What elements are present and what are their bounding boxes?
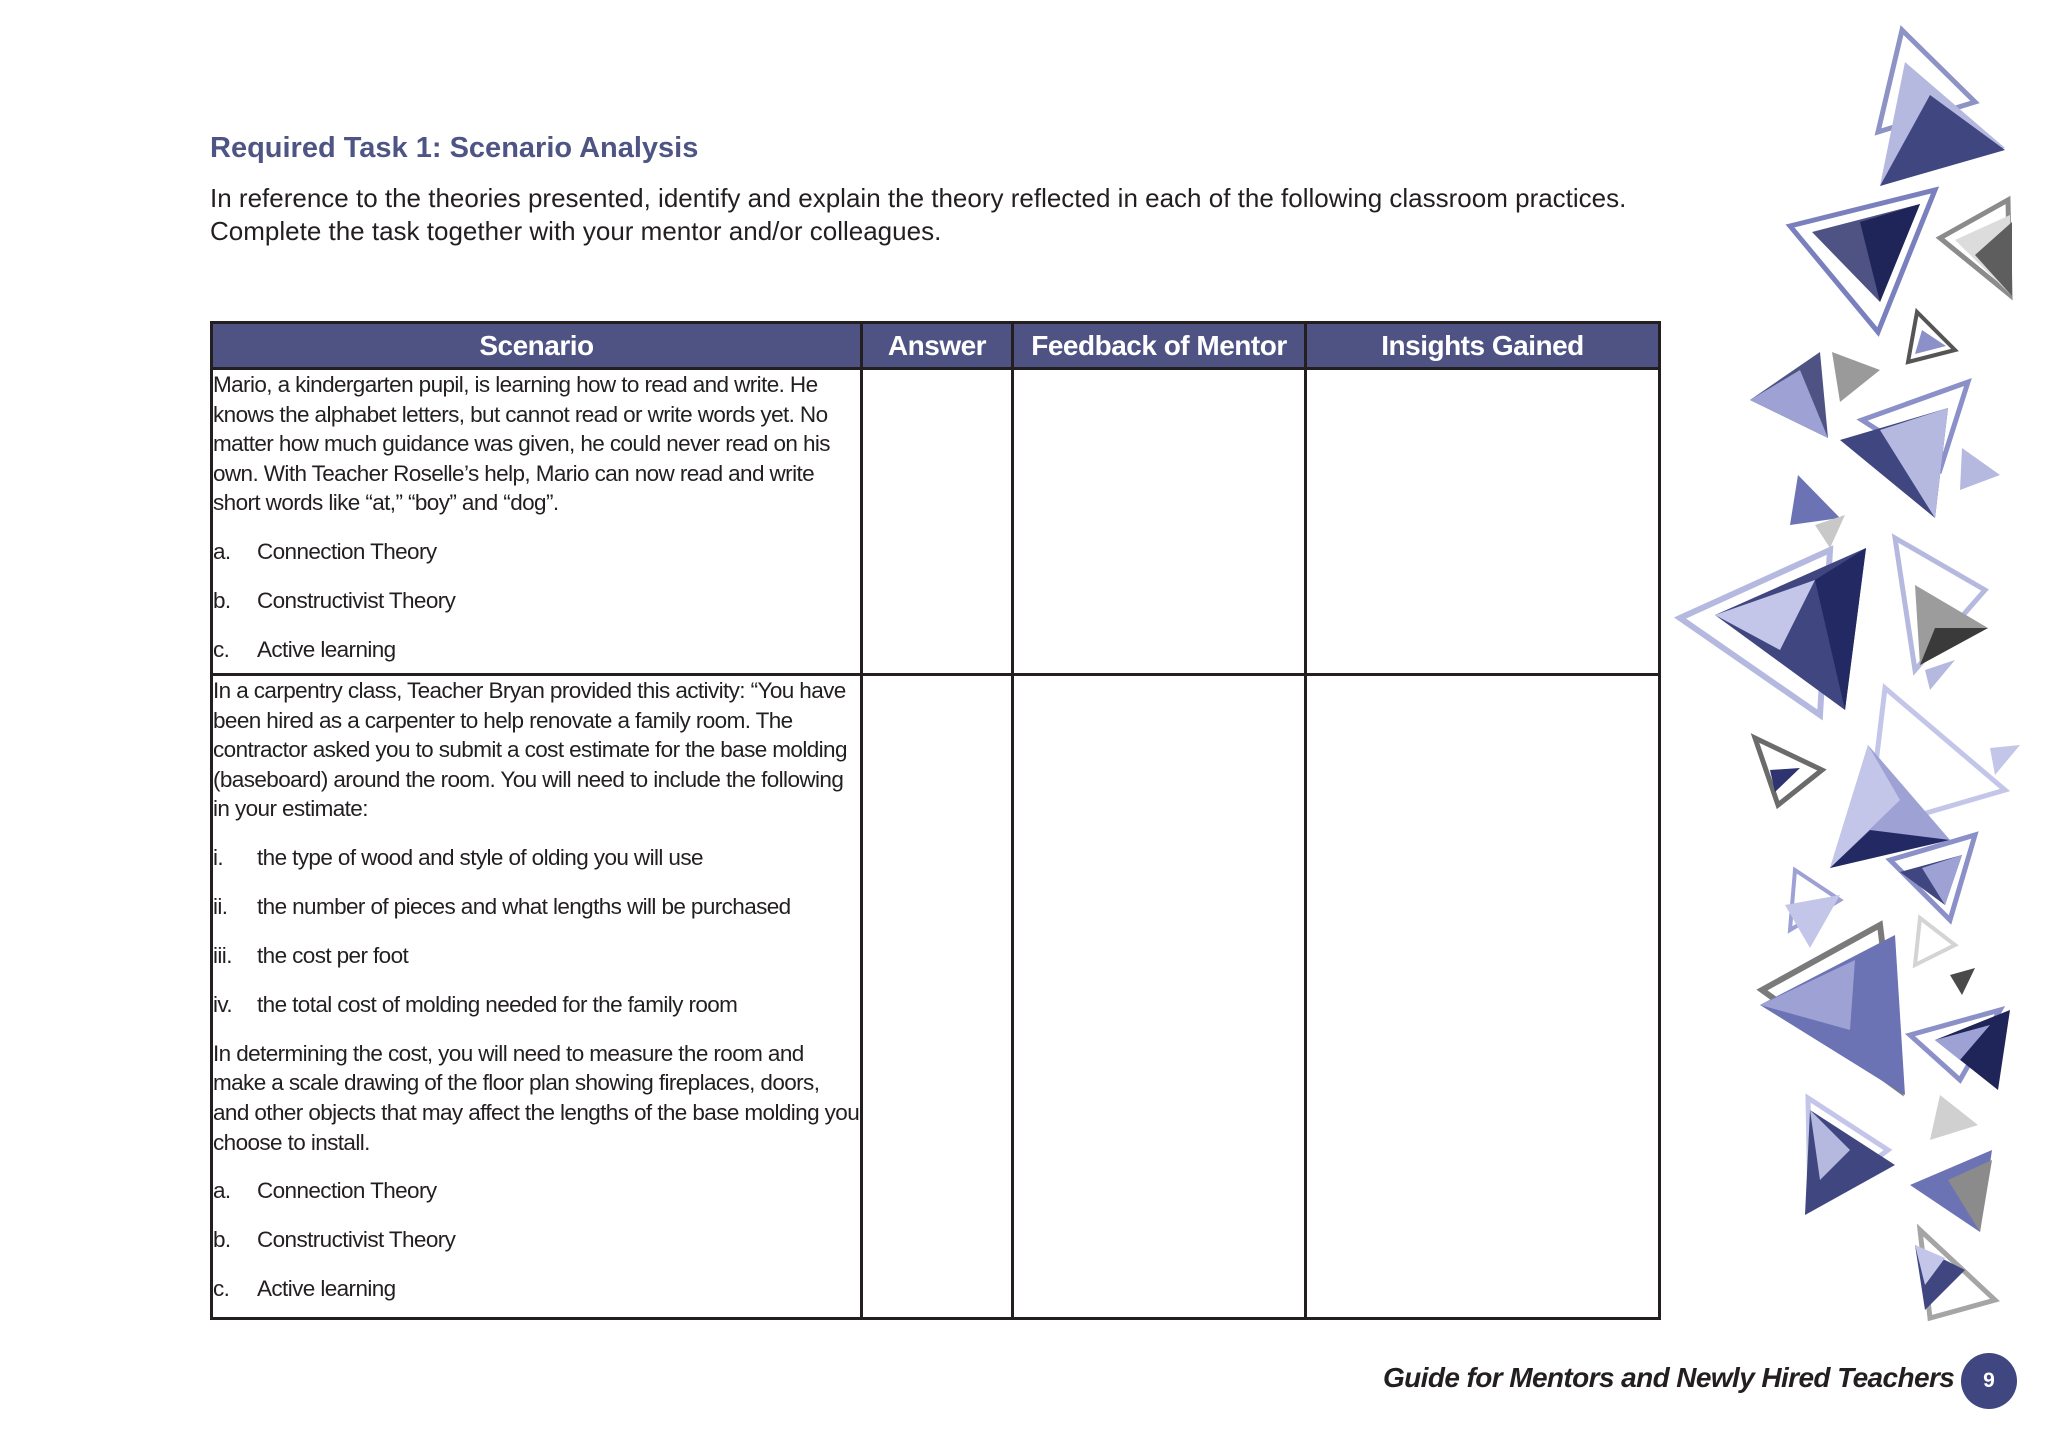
list-item <box>213 941 860 971</box>
table-row <box>212 369 1660 675</box>
list-marker: a. <box>213 538 231 564</box>
scenario-cell <box>212 369 862 675</box>
list-marker: c. <box>213 1276 230 1302</box>
header-scenario: Scenario <box>212 323 862 369</box>
list-item <box>213 537 860 567</box>
scenario-text: Mario, a kindergarten pupil, is learning how to read and write. He knows the alphabet letters, but cannot read or write words yet. No matter how much guidance was given, he could never read on his own. With Teacher Roselle’s help, Mario can now read and write short words like “at,” “boy” and “dog”. <box>213 372 830 516</box>
header-answer: Answer <box>862 323 1013 369</box>
scenario-text: In a carpentry class, Teacher Bryan provided this activity: “You have been hired as a carpenter to help renovate a family room. The contractor asked you to submit a cost estimate for the base molding (baseboard) around the room. You will need to include the following in your estimate: <box>213 678 847 822</box>
list-item <box>213 1274 860 1304</box>
page-number-badge: 9 <box>1961 1353 2017 1409</box>
table-row <box>212 675 1660 1319</box>
list-label: Connection Theory <box>257 1178 437 1204</box>
list-item <box>213 1176 860 1206</box>
list-item <box>213 586 860 616</box>
list-label: Active learning <box>257 637 396 663</box>
list-marker: i. <box>213 844 224 870</box>
footer-title: Guide for Mentors and Newly Hired Teachers <box>1383 1362 1955 1393</box>
list-marker: ii. <box>213 894 228 920</box>
list-marker: iv. <box>213 992 233 1018</box>
insights-cell[interactable] <box>1306 675 1660 1319</box>
table-header-row <box>212 323 1660 369</box>
list-label: the total cost of molding needed for the family room <box>257 992 738 1018</box>
list-item <box>213 635 860 665</box>
header-feedback-of-mentor: Feedback of Mentor <box>1013 323 1306 369</box>
list-marker: b. <box>213 588 231 614</box>
list-marker: iii. <box>213 943 232 969</box>
list-label: Active learning <box>257 1276 396 1302</box>
feedback-cell[interactable] <box>1013 369 1306 675</box>
scenario-text-2: In determining the cost, you will need to measure the room and make a scale drawing of the floor plan showing fireplaces, doors, and other objects that may affect the lengths of the base molding you choose to install. <box>213 1040 860 1155</box>
header-insights-gained: Insights Gained <box>1306 323 1660 369</box>
intro-text <box>210 182 1670 248</box>
list-item <box>213 1225 860 1255</box>
list-label: the cost per foot <box>257 943 409 969</box>
page-title: Required Task 1: Scenario Analysis <box>210 132 699 164</box>
list-marker: c. <box>213 637 230 663</box>
intro-line-1: In reference to the theories presented, identify and explain the theory reflected in each of the following classroom practices. <box>210 183 1627 213</box>
list-marker: a. <box>213 1178 231 1204</box>
list-item <box>213 892 860 922</box>
list-item <box>213 843 860 873</box>
list-label: Constructivist Theory <box>257 588 456 614</box>
list-label: the number of pieces and what lengths will be purchased <box>257 894 791 920</box>
intro-line-2: Complete the task together with your mentor and/or colleagues. <box>210 216 942 246</box>
scenario-table <box>210 321 1661 1320</box>
list-item <box>213 990 860 1020</box>
feedback-cell[interactable] <box>1013 675 1306 1319</box>
answer-cell[interactable] <box>862 369 1013 675</box>
list-label: the type of wood and style of olding you will use <box>257 844 703 870</box>
insights-cell[interactable] <box>1306 369 1660 675</box>
list-marker: b. <box>213 1227 231 1253</box>
scenario-cell <box>212 675 862 1319</box>
list-label: Constructivist Theory <box>257 1227 456 1253</box>
list-label: Connection Theory <box>257 538 437 564</box>
answer-cell[interactable] <box>862 675 1013 1319</box>
